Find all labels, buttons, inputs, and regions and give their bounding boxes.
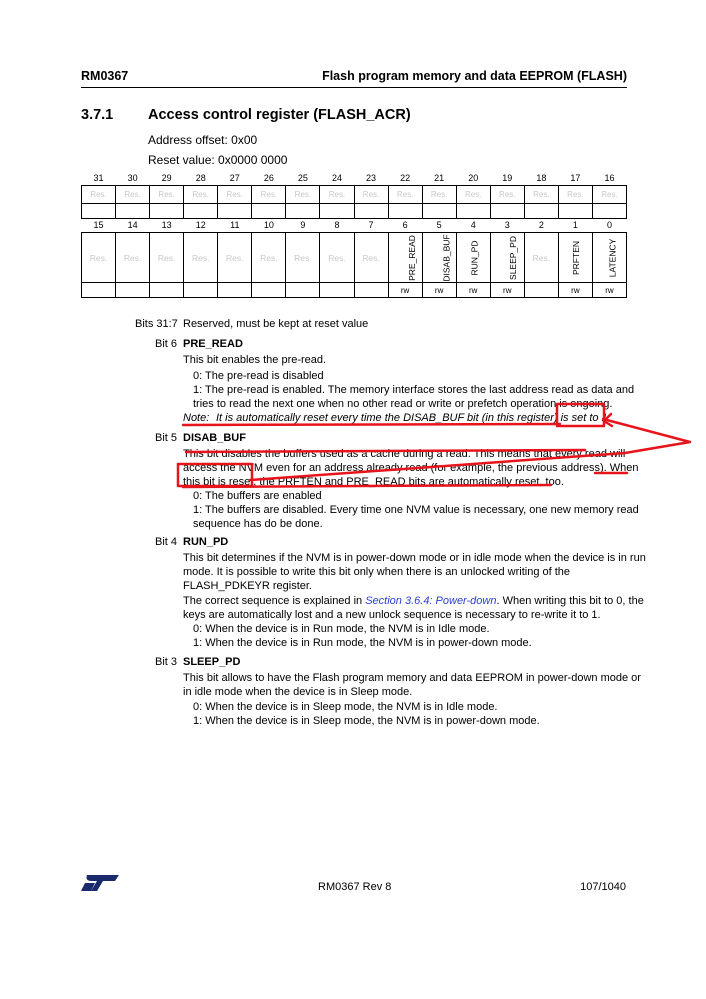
field-cell: Res. — [184, 233, 218, 283]
field-cell: Res. — [82, 233, 116, 283]
field-cell-latency — [592, 233, 626, 283]
bit4-line1: This bit determines if the NVM is in power-down mode or in idle mode when the device is in run — [183, 552, 646, 564]
bit-number: 26 — [263, 173, 274, 183]
bit4-line3: FLASH_PDKEYR register. — [183, 580, 312, 592]
bit-number: 18 — [536, 173, 547, 183]
access-cell: rw — [490, 283, 524, 298]
field-cell: Res. — [354, 186, 388, 204]
access-cell — [252, 283, 286, 298]
access-cell — [116, 283, 150, 298]
access-cell: rw — [592, 283, 626, 298]
section-number: 3.7.1 — [81, 107, 114, 123]
bit6-label: Bit 6 — [155, 338, 178, 350]
bit5-line3: this bit is reset, the PRFTEN and PRE_READ bits are automatically reset, too. — [183, 476, 564, 488]
st-logo-icon — [81, 873, 121, 893]
bit-number: 23 — [366, 173, 377, 183]
field-cell: Res. — [218, 233, 252, 283]
bit-number: 25 — [297, 173, 308, 183]
field-cell: Res. — [558, 186, 592, 204]
bit6-line3: 1: The pre-read is enabled. The memory interface stores the last address read as data and — [193, 384, 635, 396]
field-cell-sleep-pd — [490, 233, 524, 283]
field-cell: Res. — [82, 186, 116, 204]
bit-number: 31 — [93, 173, 104, 183]
bit5-name: DISAB_BUF — [183, 432, 246, 444]
field-cell: Res. — [354, 233, 388, 283]
bit-number: 7 — [368, 220, 374, 230]
header-rule — [81, 87, 627, 88]
field-name: DISAB_BUF — [441, 233, 452, 282]
bit6-line4: tries to read the next one when no other read or write or prefetch operation is ongoing. — [193, 398, 613, 410]
note-text: It is automatically reset every time the DISAB_BUF bit (in this register) is set to 1. — [216, 412, 611, 424]
upper-access-row — [82, 204, 627, 219]
field-cell: Res. — [116, 186, 150, 204]
bit-number: 2 — [538, 220, 544, 230]
field-name: LATENCY — [607, 238, 618, 277]
section-link[interactable]: Section 3.6.4: Power-down — [365, 595, 497, 607]
doc-id: RM0367 — [81, 69, 129, 83]
bit-number: 4 — [470, 220, 476, 230]
field-cell: Res. — [286, 186, 320, 204]
field-cell: Res. — [422, 186, 456, 204]
access-cell — [184, 283, 218, 298]
text-span: The correct sequence is explained in — [183, 595, 366, 607]
bit4-line5: keys are automatically lost and a new unlock sequence is necessary to re-write it to 1. — [183, 609, 601, 621]
field-cell: Res. — [320, 233, 354, 283]
access-cell: rw — [456, 283, 490, 298]
field-cell-prften — [558, 233, 592, 283]
access-cell: rw — [388, 283, 422, 298]
bit5-line4: 0: The buffers are enabled — [193, 490, 322, 502]
bit4-line2: mode. It is possible to write this bit only when there is an unlocked writing of the — [183, 566, 571, 578]
bit-number: 27 — [229, 173, 240, 183]
address-offset: Address offset: 0x00 — [148, 133, 258, 147]
field-cell: Res. — [592, 186, 626, 204]
bit-number: 11 — [230, 220, 240, 230]
bit4-line7: 1: When the device is in Run mode, the NVM is in power-down mode. — [193, 637, 532, 649]
bit-number: 22 — [400, 173, 411, 183]
field-cell: Res. — [388, 186, 422, 204]
bit-number: 13 — [161, 220, 172, 230]
section-title: Access control register (FLASH_ACR) — [148, 107, 411, 123]
lower-fields-row — [82, 233, 627, 283]
field-cell: Res. — [524, 233, 558, 283]
bit5-line2: access the NVM even for an address already read (for example, the previous address). When — [183, 462, 639, 474]
header-title: Flash program memory and data EEPROM (FLASH) — [322, 69, 627, 83]
bit5-line6: sequence has do be done. — [193, 518, 323, 530]
bit-number: 16 — [604, 173, 615, 183]
field-name: RUN_PD — [469, 240, 480, 275]
bit3-line2: in idle mode when the device is in Sleep mode. — [183, 686, 413, 698]
access-cell — [524, 283, 558, 298]
bit5-line5: 1: The buffers are disabled. Every time one NVM value is necessary, one new memory read — [193, 504, 639, 516]
bit6-note-label — [183, 411, 209, 425]
bit-number: 9 — [300, 220, 306, 230]
bit-number: 17 — [570, 173, 581, 183]
bit-number: 29 — [161, 173, 172, 183]
bit4-label: Bit 4 — [155, 536, 178, 548]
field-cell: Res. — [286, 233, 320, 283]
lower-bit-numbers — [82, 218, 627, 233]
access-cell — [82, 283, 116, 298]
bit-number: 3 — [504, 220, 510, 230]
bit-number: 24 — [331, 173, 342, 183]
bit-number: 8 — [334, 220, 340, 230]
field-cell: Res. — [252, 186, 286, 204]
bit3-name: SLEEP_PD — [183, 656, 241, 668]
field-cell: Res. — [218, 186, 252, 204]
field-cell: Res. — [490, 186, 524, 204]
access-cell — [354, 283, 388, 298]
text-span: . When writing this bit to 0, the — [496, 595, 644, 607]
bit3-line3: 0: When the device is in Sleep mode, the NVM is in Idle mode. — [193, 701, 498, 713]
bits-31-7-desc: Reserved, must be kept at reset value — [183, 318, 369, 330]
register-upper-table — [81, 171, 627, 219]
field-cell-run-pd — [456, 233, 490, 283]
access-cell — [218, 283, 252, 298]
bit3-line4: 1: When the device is in Sleep mode, the NVM is in power-down mode. — [193, 715, 540, 727]
bit-number: 12 — [195, 220, 206, 230]
bit-number: 0 — [606, 220, 612, 230]
field-name: PRFTEN — [570, 240, 581, 275]
register-lower-table — [81, 218, 627, 298]
access-cell — [286, 283, 320, 298]
bit-number: 30 — [127, 173, 138, 183]
field-cell: Res. — [150, 186, 184, 204]
field-cell: Res. — [150, 233, 184, 283]
reset-value: Reset value: 0x0000 0000 — [148, 153, 288, 167]
note-label: Note: — [183, 412, 210, 424]
lower-access-row — [82, 283, 627, 298]
bit-number: 1 — [572, 220, 578, 230]
bit-number: 10 — [263, 220, 274, 230]
access-cell: rw — [558, 283, 592, 298]
bit5-label: Bit 5 — [155, 432, 178, 444]
bit-number: 14 — [127, 220, 138, 230]
bit-number: 5 — [436, 220, 442, 230]
bit6-line2: 0: The pre-read is disabled — [193, 370, 324, 382]
bit4-line4 — [183, 594, 644, 608]
footer-revision: RM0367 Rev 8 — [318, 881, 392, 893]
bit-number: 19 — [502, 173, 513, 183]
footer-page: 107/1040 — [580, 881, 626, 893]
bit-number: 28 — [195, 173, 206, 183]
bit-number: 6 — [402, 220, 408, 230]
access-cell: rw — [422, 283, 456, 298]
bit3-label: Bit 3 — [155, 656, 178, 668]
bit4-name: RUN_PD — [183, 536, 229, 548]
access-cell — [320, 283, 354, 298]
field-cell: Res. — [184, 186, 218, 204]
bit6-name: PRE_READ — [183, 338, 243, 350]
field-cell: Res. — [320, 186, 354, 204]
bit4-line6: 0: When the device is in Run mode, the NVM is in Idle mode. — [193, 623, 490, 635]
bit-number: 15 — [93, 220, 104, 230]
bits-31-7-label: Bits 31:7 — [135, 318, 178, 330]
field-name: SLEEP_PD — [507, 235, 518, 280]
access-cell — [150, 283, 184, 298]
bit6-line1: This bit enables the pre-read. — [183, 354, 327, 366]
field-cell: Res. — [456, 186, 490, 204]
field-cell: Res. — [116, 233, 150, 283]
bit-number: 20 — [468, 173, 479, 183]
field-cell-pre-read — [388, 233, 422, 283]
bit3-line1: This bit allows to have the Flash program memory and data EEPROM in power-down mode or — [183, 672, 641, 684]
field-cell-disab-buf — [422, 233, 456, 283]
field-name: PRE_READ — [406, 234, 417, 281]
bit5-line1: This bit disables the buffers used as a cache during a read. This means that every read will — [183, 448, 626, 460]
upper-bit-numbers — [82, 171, 627, 186]
bit6-note — [216, 411, 611, 425]
upper-fields-row — [82, 186, 627, 204]
field-cell: Res. — [524, 186, 558, 204]
bit-number: 21 — [434, 173, 445, 183]
field-cell: Res. — [252, 233, 286, 283]
